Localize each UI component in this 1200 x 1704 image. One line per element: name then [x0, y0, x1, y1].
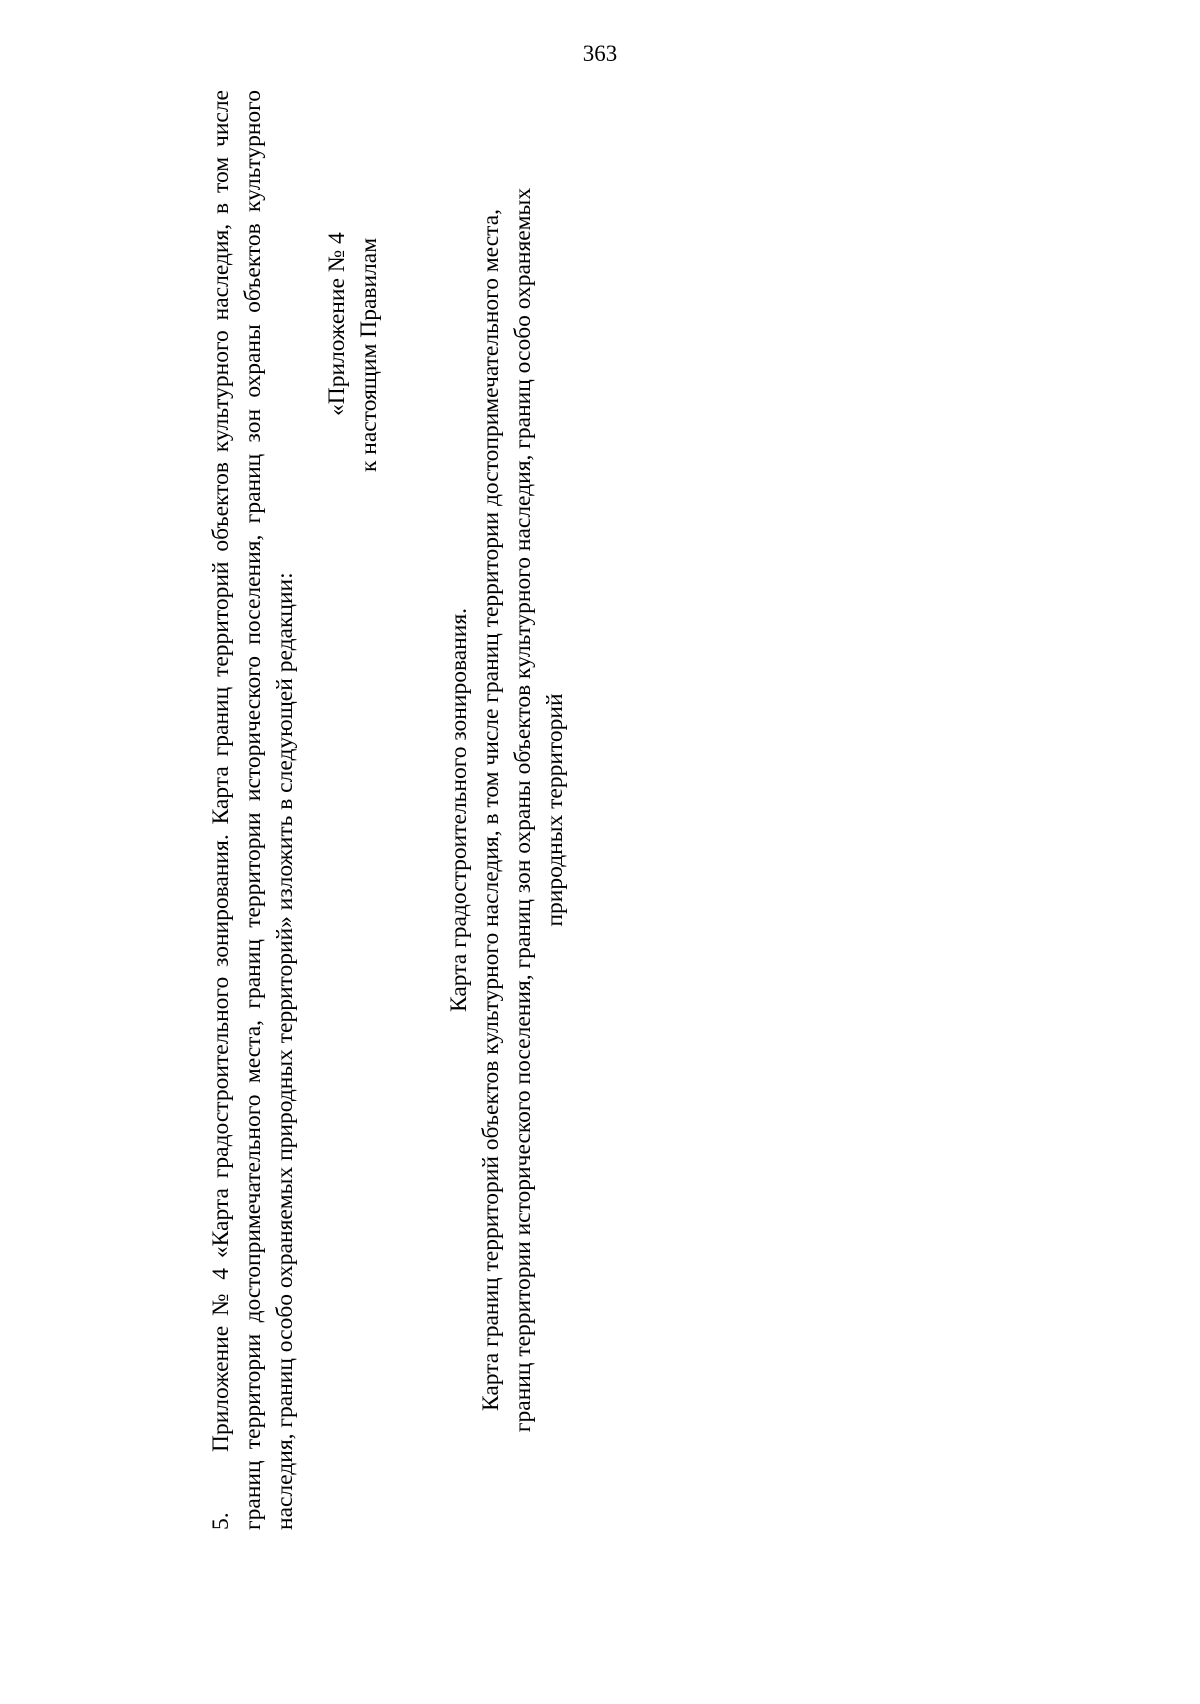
map-subtitle-line-1: Карта границ территорий объектов культурного наследия, в том числе границ территории достопримечательного места,: [478, 209, 504, 1412]
rotated-document-body: [205, 90, 571, 1530]
appendix-header: [305, 90, 385, 1530]
page-number: 363: [582, 41, 618, 66]
map-subtitle: [475, 90, 571, 1530]
appendix-header-line-2: к настоящим Правилам: [356, 237, 382, 472]
appendix-header-line-1: «Приложение № 4: [324, 232, 350, 416]
map-title: Карта градостроительного зонирования.: [446, 607, 472, 1013]
paragraph-number: 5.: [208, 1512, 234, 1530]
paragraph-text: Приложение № 4 «Карта градостроительного зонирования. Карта границ территорий объектов культурного наследия, в том числе границ территории достопримечательного места, границ территории исторического поселения, границ зон охраны объектов культурного наследия, границ особо охраняемых природных территорий» изложить в следующей редакции:: [208, 90, 298, 1530]
amendment-paragraph: [205, 90, 301, 1530]
map-subtitle-rest: границ территории исторического поселения, границ зон охраны объектов культурного наследия, границ особо охраняемых природных территорий: [510, 187, 568, 1433]
